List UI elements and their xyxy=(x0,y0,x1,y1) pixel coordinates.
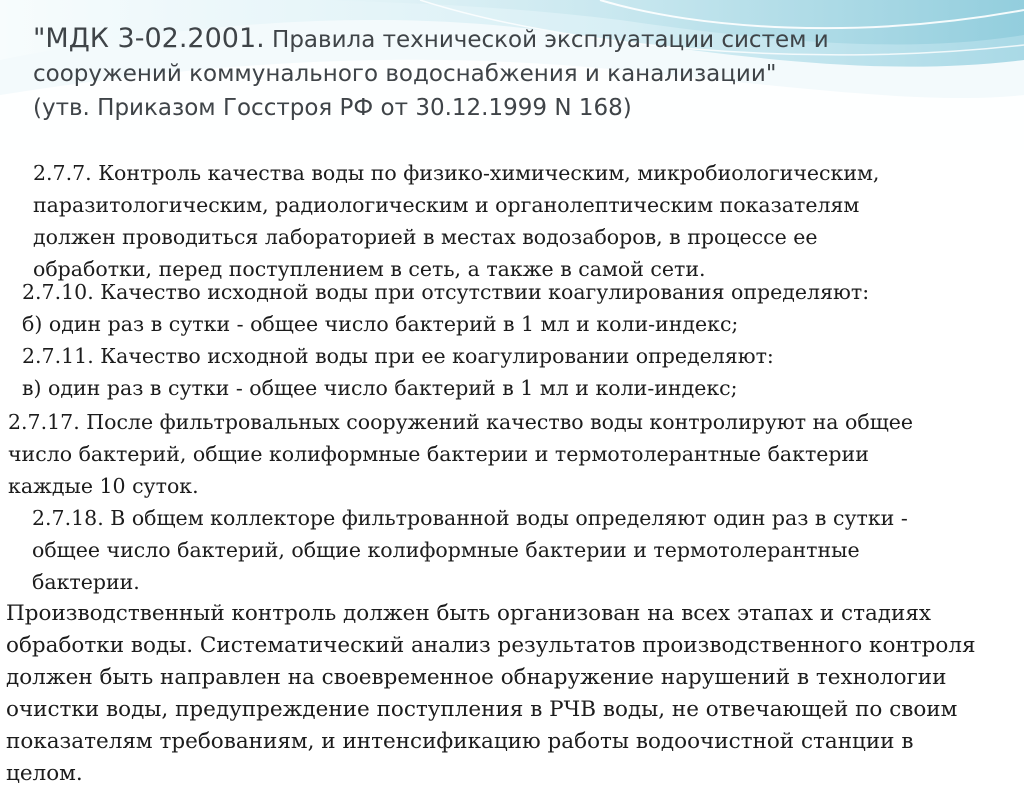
text-line: каждые 10 суток. xyxy=(8,474,199,498)
text-line: б) один раз в сутки - общее число бактерий в 1 мл и коли-индекс; xyxy=(22,312,739,336)
text-line: в) один раз в сутки - общее число бактерий в 1 мл и коли-индекс; xyxy=(22,376,738,400)
text-line: Производственный контроль должен быть организован на всех этапах и стадиях xyxy=(6,601,932,626)
text-line: общее число бактерий, общие колиформные бактерии и термотолерантные xyxy=(32,538,860,562)
production-control-paragraph xyxy=(6,598,976,790)
title-line-2: сооружений коммунального водоснабжения и канализации" xyxy=(33,61,777,87)
text-line: 2.7.7. Контроль качества воды по физико-химическим, микробиологическим, xyxy=(33,161,880,185)
text-line: 2.7.11. Качество исходной воды при ее коагулировании определяют: xyxy=(22,344,774,368)
clause-2-7-18 xyxy=(32,502,908,598)
clauses-2-7-10-and-2-7-11 xyxy=(22,276,869,404)
clause-2-7-17 xyxy=(8,406,913,502)
text-line: целом. xyxy=(6,761,83,786)
text-line: должен быть направлен на своевременное обнаружение нарушений в технологии xyxy=(6,665,947,690)
text-line: паразитологическим, радиологическим и органолептическим показателям xyxy=(33,193,860,217)
clause-2-7-7 xyxy=(33,157,879,285)
text-line: показателям требованиям, и интенсификацию работы водоочистной станции в xyxy=(6,729,914,754)
title-line-1 xyxy=(33,22,1013,57)
text-line: бактерии. xyxy=(32,570,140,594)
text-line: очистки воды, предупреждение поступления в РЧВ воды, не отвечающей по своим xyxy=(6,697,958,722)
page-title xyxy=(33,22,1013,125)
text-line: обработки, перед поступлением в сеть, а также в самой сети. xyxy=(33,257,706,281)
title-line-3: (утв. Приказом Госстроя РФ от 30.12.1999 N 168) xyxy=(33,95,632,121)
text-line: 2.7.10. Качество исходной воды при отсутствии коагулирования определяют: xyxy=(22,280,870,304)
title-line-1-rest: Правила технической эксплуатации систем и xyxy=(264,27,829,53)
text-line: должен проводиться лабораторией в местах водозаборов, в процессе ее xyxy=(33,225,818,249)
title-prefix: "МДК 3-02.2001. xyxy=(33,23,265,54)
text-line: число бактерий, общие колиформные бактерии и термотолерантные бактерии xyxy=(8,442,869,466)
text-line: 2.7.18. В общем коллекторе фильтрованной воды определяют один раз в сутки - xyxy=(32,506,908,530)
text-line: обработки воды. Систематический анализ результатов производственного контроля xyxy=(6,633,976,658)
text-line: 2.7.17. После фильтровальных сооружений качество воды контролируют на общее xyxy=(8,410,914,434)
